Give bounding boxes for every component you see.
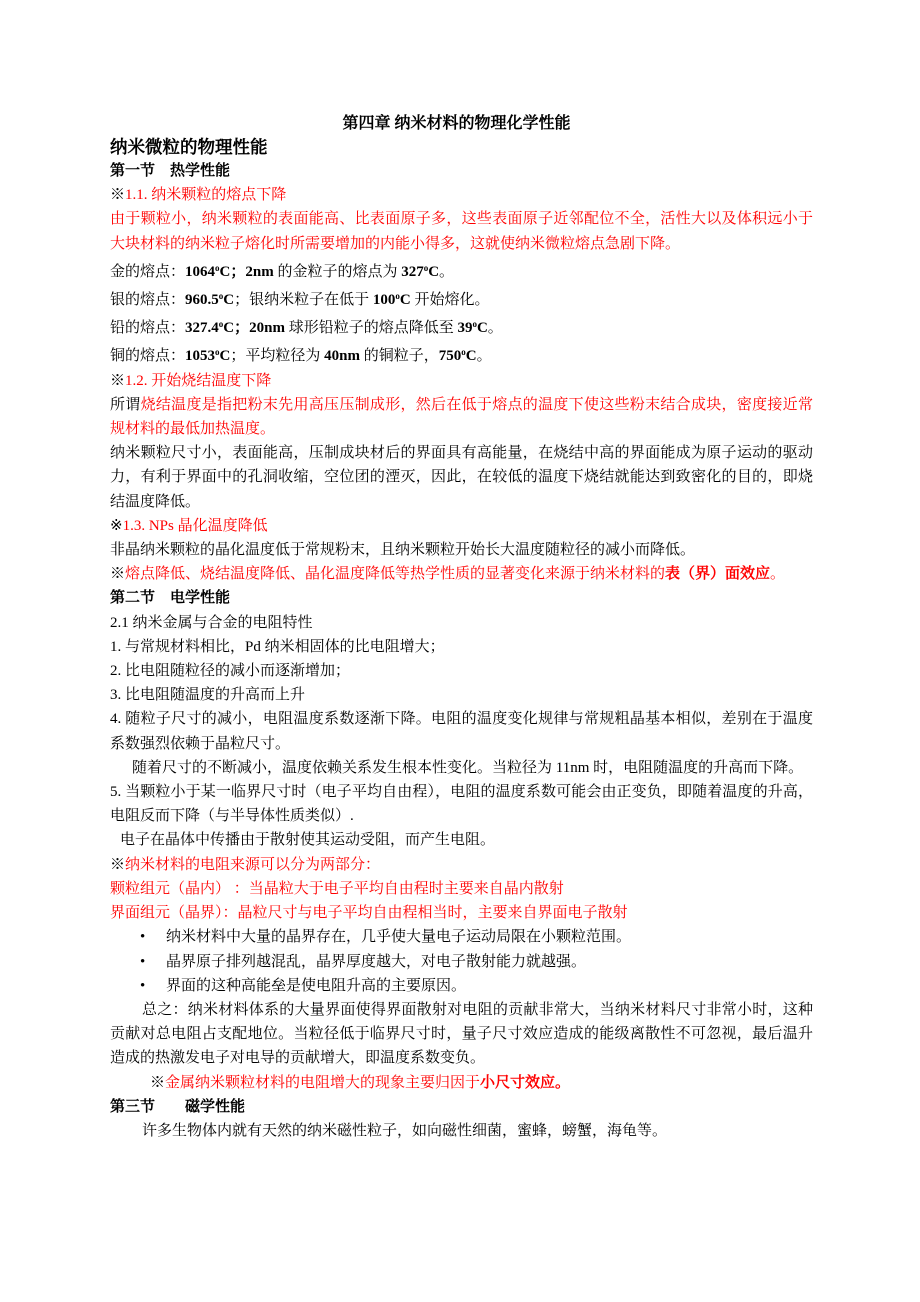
text-run: ※ bbox=[110, 566, 126, 583]
text-run: C bbox=[219, 348, 231, 365]
text-run: 熔点降低、烧结温度降低、晶化温度降低等热学性质的显著变化来源于纳米材料的 bbox=[125, 566, 666, 583]
text-run: 铅的熔点： bbox=[110, 320, 186, 337]
degree-superscript: o bbox=[423, 262, 429, 273]
text-run: ※ bbox=[110, 372, 126, 389]
text-run: 银的熔点： bbox=[110, 292, 186, 309]
text-run: 表（界）面效应 bbox=[665, 566, 771, 583]
text-run: 电子在晶体中传播由于散射使其运动受阻，而产生电阻。 bbox=[120, 832, 496, 849]
text-run: C bbox=[399, 292, 411, 309]
text-run: 第三节 磁学性能 bbox=[110, 1098, 246, 1115]
text-run: 颗粒组元（晶内） ：当晶粒大于电子平均自由程时主要来自晶内散射 bbox=[110, 880, 564, 897]
part-title bbox=[110, 136, 813, 159]
bullet-icon: • bbox=[140, 977, 146, 994]
text-run: 1. 与常规材料相比，Pd 纳米相固体的比电阻增大； bbox=[110, 638, 445, 655]
note bbox=[110, 853, 813, 877]
text-run: 总之：纳米材料体系的大量界面使得界面散射对电阻的贡献非常大，当纳米材料尺寸非常小时，这种贡献对总电阻占支配地位。当粒径低于临界尺寸时，量子尺寸效应造成的能级离散性不可忽视，最后温升造成的热激发电子对电导的贡献增大，即温度系数变负。 bbox=[110, 1001, 813, 1067]
paragraph bbox=[110, 877, 813, 901]
summary-note bbox=[110, 562, 813, 586]
melting-point-copper bbox=[110, 340, 813, 368]
text-run: 。 bbox=[487, 320, 503, 337]
text-run: 由于颗粒小，纳米颗粒的表面能高、比表面原子多，这些表面原子近邻配位不全，活性大以及体积远小于大块材料的纳米粒子熔化时所需要增加的内能小得多，这就使纳米微粒熔点急剧下降。 bbox=[110, 211, 813, 252]
text-run: 开始熔化。 bbox=[410, 292, 490, 309]
text-run: ※ bbox=[110, 517, 123, 534]
section-heading bbox=[110, 159, 813, 183]
summary-note bbox=[110, 1071, 813, 1095]
text-run: 5. 当颗粒小于某一临界尺寸时（电子平均自由程），电阻的温度系数可能会由正变负，即随着温度的升高，电阻反而下降（与半导体性质类似）. bbox=[110, 784, 813, 825]
paragraph bbox=[110, 998, 813, 1071]
melting-point-silver bbox=[110, 284, 813, 312]
text-run: 1.3. NPs 晶化温度降低 bbox=[122, 517, 268, 534]
section-heading bbox=[110, 586, 813, 610]
paragraph bbox=[110, 393, 813, 441]
melting-point-lead bbox=[110, 312, 813, 340]
degree-superscript: o bbox=[395, 291, 400, 302]
text-run: 2. 比电阻随粒径的减小而逐渐增加； bbox=[110, 663, 351, 680]
section-heading bbox=[110, 1095, 813, 1119]
text-run: ；平均粒径为 bbox=[230, 348, 325, 365]
text-run: 晶界原子排列越混乱，晶界厚度越大，对电子散射能力就越强。 bbox=[166, 953, 587, 970]
subsection-heading bbox=[110, 369, 813, 393]
text-run: 1.2. 开始烧结温度下降 bbox=[125, 372, 272, 389]
list-item bbox=[110, 707, 813, 755]
degree-superscript: o bbox=[215, 262, 220, 273]
text-run: 1053 bbox=[185, 348, 216, 365]
degree-superscript: o bbox=[218, 291, 224, 302]
text-run: ※ bbox=[110, 856, 126, 873]
text-run: 第一节 热学性能 bbox=[110, 163, 231, 179]
text-run: 1064 bbox=[185, 263, 216, 280]
list-item bbox=[110, 683, 813, 707]
text-run: 纳米材料中大量的晶界存在，几乎使大量电子运动局限在小颗粒范围。 bbox=[166, 929, 632, 946]
text-run: 。 bbox=[770, 566, 786, 583]
text-run: ；银纳米粒子在低于 bbox=[234, 292, 373, 309]
text-run: 纳米材料的电阻来源可以分为两部分： bbox=[125, 856, 381, 873]
chapter-title bbox=[100, 112, 813, 136]
paragraph bbox=[110, 207, 813, 255]
text-run: 1.1. 纳米颗粒的熔点下降 bbox=[125, 187, 287, 204]
paragraph bbox=[110, 828, 813, 852]
paragraph bbox=[110, 901, 813, 925]
text-run: 3. 比电阻随温度的升高而上升 bbox=[110, 687, 306, 704]
text-run: 纳米颗粒尺寸小，表面能高，压制成块材后的界面具有高能量，在烧结中高的界面能成为原子运动的驱动力，有利于界面中的孔洞收缩，空位团的湮灭，因此，在较低的温度下烧结就能达到致密化的目的，即烧结温度降低。 bbox=[110, 445, 813, 510]
text-run: 所谓 bbox=[110, 396, 141, 413]
text-run: 烧结温度是指把粉末先用高压压制成形，然后在低于熔点的温度下使这些粉末结合成块，密度接近常规材料的最低加热温度。 bbox=[110, 396, 813, 438]
text-run: 。 bbox=[476, 348, 492, 365]
document-page bbox=[110, 112, 813, 1143]
text-run: 非晶纳米颗粒的晶化温度低于常规粉末，且纳米颗粒开始长大温度随粒径的减小而降低。 bbox=[110, 542, 696, 559]
text-run: 金属纳米颗粒材料的电阻增大的现象主要归因于 bbox=[165, 1074, 481, 1091]
subsection-heading bbox=[110, 183, 813, 207]
text-run: ※ bbox=[150, 1074, 166, 1091]
text-run: 2.1 纳米金属与合金的电阻特性 bbox=[110, 614, 313, 631]
text-run: 327.4 bbox=[185, 320, 219, 337]
paragraph bbox=[110, 538, 813, 562]
bullet-icon: • bbox=[140, 953, 146, 970]
text-run: C；20nm bbox=[223, 320, 285, 337]
text-run: C bbox=[476, 320, 488, 337]
text-run: 许多生物体内就有天然的纳米磁性粒子，如向磁性细菌，蜜蜂，螃蟹，海龟等。 bbox=[142, 1122, 668, 1139]
subsection-heading bbox=[110, 514, 813, 538]
list-item bbox=[110, 635, 813, 659]
subsection-heading bbox=[110, 611, 813, 635]
text-run: 的铜粒子， bbox=[359, 348, 439, 365]
text-run: ※ bbox=[110, 187, 126, 204]
degree-superscript: o bbox=[472, 319, 477, 330]
degree-superscript: o bbox=[218, 319, 224, 330]
bullet-icon: • bbox=[140, 929, 146, 946]
text-run: 纳米微粒的物理性能 bbox=[110, 137, 268, 157]
text-run: 750 bbox=[438, 348, 462, 365]
bullet-item bbox=[110, 925, 813, 949]
list-item bbox=[110, 659, 813, 683]
paragraph bbox=[110, 756, 813, 780]
text-run: C；2nm bbox=[219, 263, 274, 280]
text-run: 第二节 电学性能 bbox=[110, 590, 231, 607]
text-run: C bbox=[223, 292, 235, 309]
text-run: 铜的熔点： bbox=[110, 348, 186, 365]
paragraph bbox=[110, 1119, 813, 1143]
bullet-item bbox=[110, 950, 813, 974]
text-run: 960.5 bbox=[185, 292, 219, 309]
text-run: C bbox=[428, 263, 440, 280]
text-run: 100 bbox=[372, 292, 396, 309]
text-run: 界面的这种高能垒是使电阻升高的主要原因。 bbox=[166, 977, 467, 994]
text-run: C bbox=[465, 348, 477, 365]
list-item bbox=[110, 780, 813, 828]
text-run: 的金粒子的熔点为 bbox=[273, 263, 402, 280]
text-run: 40nm bbox=[324, 348, 360, 365]
paragraph bbox=[110, 441, 813, 514]
degree-superscript: o bbox=[215, 347, 220, 358]
text-run: 39 bbox=[457, 320, 473, 337]
text-run: 327 bbox=[401, 263, 424, 280]
text-run: 随着尺寸的不断减小，温度依赖关系发生根本性变化。当粒径为 11nm 时，电阻随温度的升高而下降。 bbox=[132, 759, 804, 776]
text-run: 界面组元（晶界）：晶粒尺寸与电子平均自由程相当时，主要来自界面电子散射 bbox=[110, 905, 628, 922]
text-run: 。 bbox=[439, 263, 455, 280]
text-run: 4. 随粒子尺寸的减小，电阻温度系数逐渐下降。电阻的温度变化规律与常规粗晶基本相似，差别在于温度系数强烈依赖于晶粒尺寸。 bbox=[110, 711, 813, 752]
bullet-item bbox=[110, 974, 813, 998]
melting-point-gold bbox=[110, 256, 813, 284]
text-run: 小尺寸效应。 bbox=[480, 1074, 571, 1091]
degree-superscript: o bbox=[461, 347, 466, 358]
text-run: 第四章 纳米材料的物理化学性能 bbox=[342, 115, 571, 132]
text-run: 金的熔点： bbox=[110, 263, 186, 280]
text-run: 球形铅粒子的熔点降低至 bbox=[284, 320, 458, 337]
